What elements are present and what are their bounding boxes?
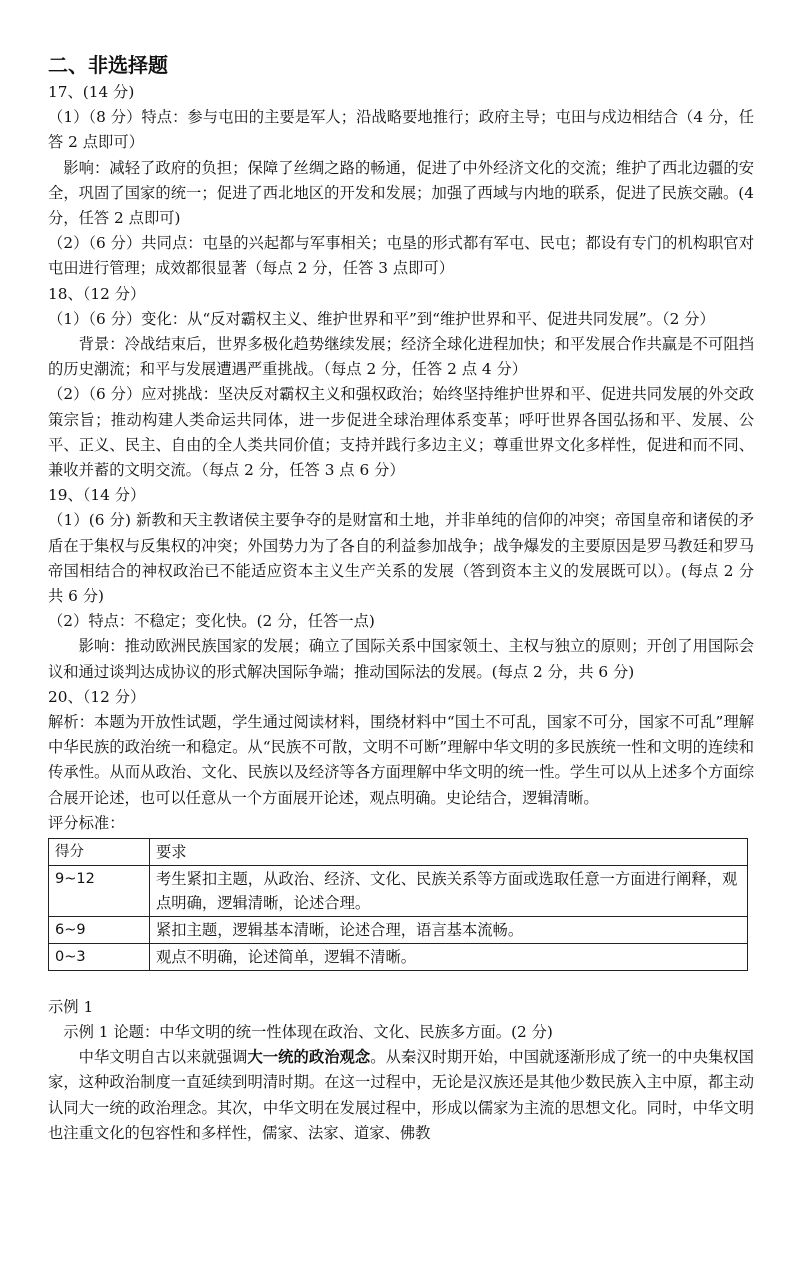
q20-analysis: 解析：本题为开放性试题，学生通过阅读材料，围绕材料中“国土不可乱，国家不可分，国家不可乱”理解中华民族的政治统一和稳定。从“民族不可散，文明不可断”理解中华文明的多民族统一性和文明的连续和传承性。从而从政治、文化、民族以及经济等各方面理解中华文明的统一性。学生可以从上述多个方面综合展开论述，也可以任意从一个方面展开论述，观点明确。史论结合，逻辑清晰。 [48, 713, 754, 807]
q19-impact: 影响：推动欧洲民族国家的发展；确立了国际关系中国家领土、主权与独立的原则；开创了用国际会议和通过谈判达成协议的形式解决国际争端；推动国际法的发展。(每点 2 分，共 6 分) [48, 637, 754, 681]
q17-part2: （2）（6 分）共同点：屯垦的兴起都与军事相关；屯垦的形式都有军屯、民屯；都设有专门的机构职官对屯田进行管理；成效都很显著（每点 2 分，任答 3 点即可） [48, 234, 754, 278]
table-cell-requirement: 观点不明确，论述简单，逻辑不清晰。 [150, 943, 748, 970]
table-cell-score: 6~9 [49, 916, 150, 943]
example-body-pre: 中华文明自古以来就强调 [78, 1048, 248, 1067]
rubric-label: 评分标准： [48, 813, 125, 832]
table-header-score: 得分 [49, 838, 150, 865]
table-cell-requirement: 考生紧扣主题，从政治、经济、文化、民族关系等方面或选取任意一方面进行阐释，观点明确，逻辑清晰，论述合理。 [150, 865, 748, 916]
rubric-table [48, 838, 748, 971]
q18-part2: （2）（6 分）应对挑战：坚决反对霸权主义和强权政治；始终坚持维护世界和平、促进共同发展的外交政策宗旨；推动构建人类命运共同体，进一步促进全球治理体系变革；呼吁世界各国弘扬和平、发展、公平、正义、民主、自由的全人类共同价值；支持并践行多边主义；尊重世界文化多样性，促进和而不同、兼收并蓄的文明交流。（每点 2 分，任答 3 点 6 分） [48, 385, 754, 480]
example-body-post: 。从秦汉时期开始，中国就逐渐形成了统一的中央集权国家，这种政治制度一直延续到明清时期。在这一过程中，无论是汉族还是其他少数民族入主中原，都主动认同大一统的政治理念。其次，中华文明在发展过程中，形成以儒家为主流的思想文化。同时，中华文明也注重文化的包容性和多样性，儒家、法家、道家、佛教 [48, 1048, 754, 1142]
q18-part1: （1）（6 分）变化：从“反对霸权主义、维护世界和平”到“维护世界和平、促进共同发展”。（2 分） [48, 309, 715, 328]
table-header-row [49, 838, 748, 865]
table-row [49, 943, 748, 970]
q17-number: 17、(14 分) [48, 83, 135, 101]
table-cell-score: 0~3 [49, 943, 150, 970]
q20-number: 20、（12 分） [48, 687, 146, 706]
table-cell-score: 9~12 [49, 865, 150, 916]
q18-background: 背景：冷战结束后，世界多极化趋势继续发展；经济全球化进程加快；和平发展合作共赢是不可阻挡的历史潮流；和平与发展遭遇严重挑战。（每点 2 分，任答 2 点 4 分） [48, 335, 754, 379]
example-body [48, 1045, 754, 1146]
table-cell-requirement: 紧扣主题，逻辑基本清晰，论述合理，语言基本流畅。 [150, 916, 748, 943]
q19-number: 19、（14 分） [48, 486, 146, 505]
q17-part1: （1）（8 分）特点：参与屯田的主要是军人；沿战略要地推行；政府主导；屯田与戍边相结合（4 分，任答 2 点即可） [48, 108, 754, 152]
q18-number: 18、（12 分） [48, 284, 146, 303]
example-body-bold: 大一统的政治观念 [247, 1048, 371, 1067]
q19-part1: （1）(6 分) 新教和天主教诸侯主要争夺的是财富和土地，并非单纯的信仰的冲突；帝国皇帝和诸侯的矛盾在于集权与反集权的冲突；外国势力为了各自的利益参加战争；战争爆发的主要原因是罗马教廷和罗马帝国相结合的神权政治已不能适应资本主义生产关系的发展（答到资本主义的发展既可以）。(每点 2 分共 6 分) [48, 511, 754, 606]
table-row [49, 916, 748, 943]
table-header-requirement: 要求 [150, 838, 748, 865]
section-title: 二、非选择题 [48, 53, 168, 77]
q19-part2: （2）特点：不稳定；变化快。(2 分，任答一点) [48, 612, 375, 631]
example-topic: 示例 1 论题：中华文明的统一性体现在政治、文化、民族多方面。(2 分) [63, 1022, 553, 1041]
q17-impact: 影响：减轻了政府的负担；保障了丝绸之路的畅通，促进了中外经济文化的交流；维护了西北边疆的安全，巩固了国家的统一；促进了西北地区的开发和发展；加强了西域与内地的联系，促进了民族交融。(4 分，任答 2 点即可) [48, 158, 754, 228]
spacer [48, 977, 754, 995]
table-row [49, 865, 748, 916]
example-label: 示例 1 [48, 997, 94, 1016]
